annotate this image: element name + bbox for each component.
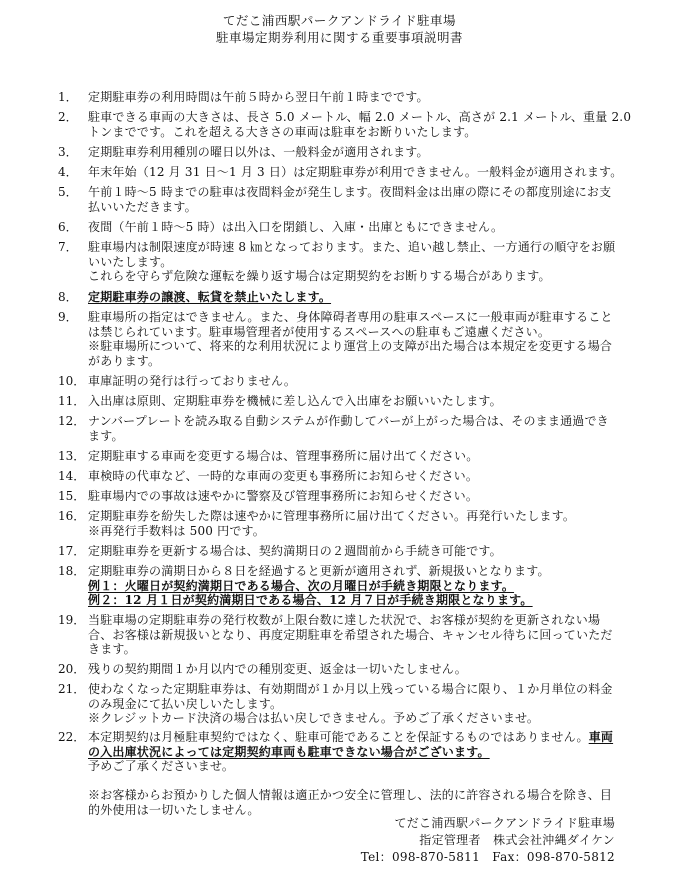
- item-text: 駐車場内は制限速度が時速 8 ㎞となっております。また、追い越し禁止、一方通行の順守をお願: [88, 240, 616, 254]
- item-number: 9．: [58, 310, 78, 324]
- item-text: ナンバープレートを読み取る自動システムが作動してバーが上がった場合は、そのまま通過でき: [88, 414, 609, 428]
- item-text-plain: 本定期契約は月極駐車契約ではなく、駐車可能であることを保証するものではありません。: [88, 730, 589, 744]
- item-text: 的外使用は一切いたしません。: [88, 802, 260, 817]
- item-text: [88, 730, 628, 745]
- item-text: 予めご了承くださいませ。: [88, 759, 235, 773]
- item-text: 使わなくなった定期駐車券は、有効期間が１か月以上残っている場合に限り、１か月単位の料金: [88, 682, 613, 696]
- item-number: 7．: [58, 240, 78, 254]
- item-number: 17．: [58, 544, 86, 558]
- item-text-emphasis: 車両: [588, 730, 614, 744]
- item-text: ※クレジットカード決済の場合は払い戻しできません。予めご了承くださいませ。: [88, 711, 540, 725]
- item-number: 4．: [58, 165, 78, 179]
- item-text: いいたします。: [88, 254, 173, 269]
- title-line-2: 駐車場定期券利用に関する重要事項説明書: [215, 30, 463, 45]
- item-text: 残りの契約期間１か月以内での種別変更、返金は一切いたしません。: [88, 662, 467, 676]
- item-spacer: [88, 774, 628, 789]
- item-number: 16．: [58, 509, 86, 523]
- item-text: 午前１時～5 時までの駐車は夜間料金が発生します。夜間料金は出庫の際にその都度別途にお支: [88, 185, 612, 199]
- item-number: 19．: [58, 613, 86, 627]
- item-text-emphasis: 例１：火曜日が契約満期日である場合、次の月曜日が手続き期限となります。: [88, 578, 515, 593]
- item-text: 定期駐車券を更新する場合は、契約満期日の２週間前から手続き可能です。: [88, 544, 502, 558]
- item-text: 定期駐車券の満期日から８日を経過すると更新が適用されず、新規扱いとなります。: [88, 564, 550, 578]
- item-text: 定期駐車券の利用時間は午前５時から翌日午前１時までです。: [88, 90, 429, 104]
- footer-phone: Tel：098-870-5811 Fax：098-870-5812: [360, 850, 615, 864]
- item-number: 20．: [58, 662, 86, 676]
- item-text-emphasis: の入出庫状況によっては定期契約車両も駐車できない場合がございます。: [88, 744, 490, 759]
- item-text: は禁じられています。駐車場管理者が使用するスペースへの駐車もご遠慮ください。: [88, 324, 551, 339]
- item-text: ※お客様からお預かりした個人情報は適正かつ安全に管理し、法的に許容される場合を除き、目: [88, 788, 613, 802]
- item-text: があります。: [88, 353, 161, 368]
- document-title: [0, 12, 679, 46]
- item-text: 駐車場内での事故は速やかに警察及び管理事務所にお知らせください。: [88, 489, 479, 503]
- item-number: 15．: [58, 489, 86, 503]
- item-text: 車検時の代車など、一時的な車両の変更も事務所にお知らせください。: [88, 469, 479, 483]
- title-line-1: てだこ浦西駅パークアンドライド駐車場: [222, 13, 457, 28]
- item-text: 払いいただきます。: [88, 199, 197, 214]
- item-text: 車庫証明の発行は行っておりません。: [88, 374, 297, 388]
- item-number: 13．: [58, 449, 86, 463]
- item-number: 5．: [58, 185, 78, 199]
- item-text: 年末年始（12 月 31 日～1 月 3 日）は定期駐車券が利用できません。一般料金が適用されます。: [88, 165, 623, 179]
- item-number: 3．: [58, 145, 78, 159]
- item-text: 夜間（午前１時～5 時）は出入口を閉鎖し、入庫・出庫ともにできません。: [88, 220, 504, 234]
- item-text: ※再発行手数料は 500 円です。: [88, 523, 265, 538]
- item-number: 14．: [58, 469, 86, 483]
- item-text: 当駐車場の定期駐車券の発行枚数が上限台数に達した状況で、お客様が契約を更新されない場: [88, 613, 601, 627]
- item-number: 11．: [58, 394, 86, 408]
- item-text: 駐車場所の指定はできません。また、身体障碍者専用の駐車スペースに一般車両が駐車すること: [88, 310, 613, 324]
- item-number: 1．: [58, 90, 78, 104]
- item-text-emphasis: 定期駐車券の譲渡、転貸を禁止いたします。: [88, 290, 332, 304]
- footer-manager: 指定管理者 株式会社沖縄ダイケン: [419, 833, 615, 847]
- item-number: 8．: [58, 290, 78, 304]
- item-text: 合、お客様は新規扱いとなり、再度定期駐車を希望された場合、キャンセル待ちに回っていただ: [88, 627, 613, 642]
- item-number: 2．: [58, 110, 78, 124]
- item-number: 22．: [58, 730, 86, 744]
- item-text: これらを守らず危険な運転を繰り返す場合は定期契約をお断りする場合があります。: [88, 269, 551, 283]
- item-number: 10．: [58, 374, 86, 388]
- item-text: ※駐車場所について、将来的な利用状況により運営上の支障が出た場合は本規定を変更する場合: [88, 339, 613, 353]
- item-number: 21．: [58, 682, 86, 696]
- item-text: きます。: [88, 642, 136, 656]
- footer-facility: てだこ浦西駅パークアンドライド駐車場: [394, 816, 615, 830]
- item-text: 定期駐車券を紛失した際は速やかに管理事務所に届け出てください。再発行いたします。: [88, 509, 576, 523]
- item-text: 定期駐車券利用種別の曜日以外は、一般料金が適用されます。: [88, 145, 429, 159]
- item-text: トンまでです。これを超える大きさの車両は駐車をお断りいたします。: [88, 124, 477, 139]
- item-number: 12．: [58, 414, 86, 428]
- footer-contact: [361, 815, 615, 866]
- item-text-emphasis: 例２：12 月１日が契約満期日である場合、12 月７日が手続き期限となります。: [88, 593, 533, 607]
- item-text: のみ現金にて払い戻しいたします。: [88, 696, 283, 711]
- item-number: 6．: [58, 220, 78, 234]
- item-text: 入出庫は原則、定期駐車券を機械に差し込んで入出庫をお願いいたします。: [88, 394, 502, 408]
- item-number: 18．: [58, 564, 86, 578]
- item-text: 定期駐車する車両を変更する場合は、管理事務所に届け出てください。: [88, 449, 479, 463]
- item-text: ます。: [88, 428, 124, 443]
- item-text: 駐車できる車両の大きさは、長さ 5.0 メートル、幅 2.0 メートル、高さが 2.1 メートル、重量 2.0: [88, 110, 632, 124]
